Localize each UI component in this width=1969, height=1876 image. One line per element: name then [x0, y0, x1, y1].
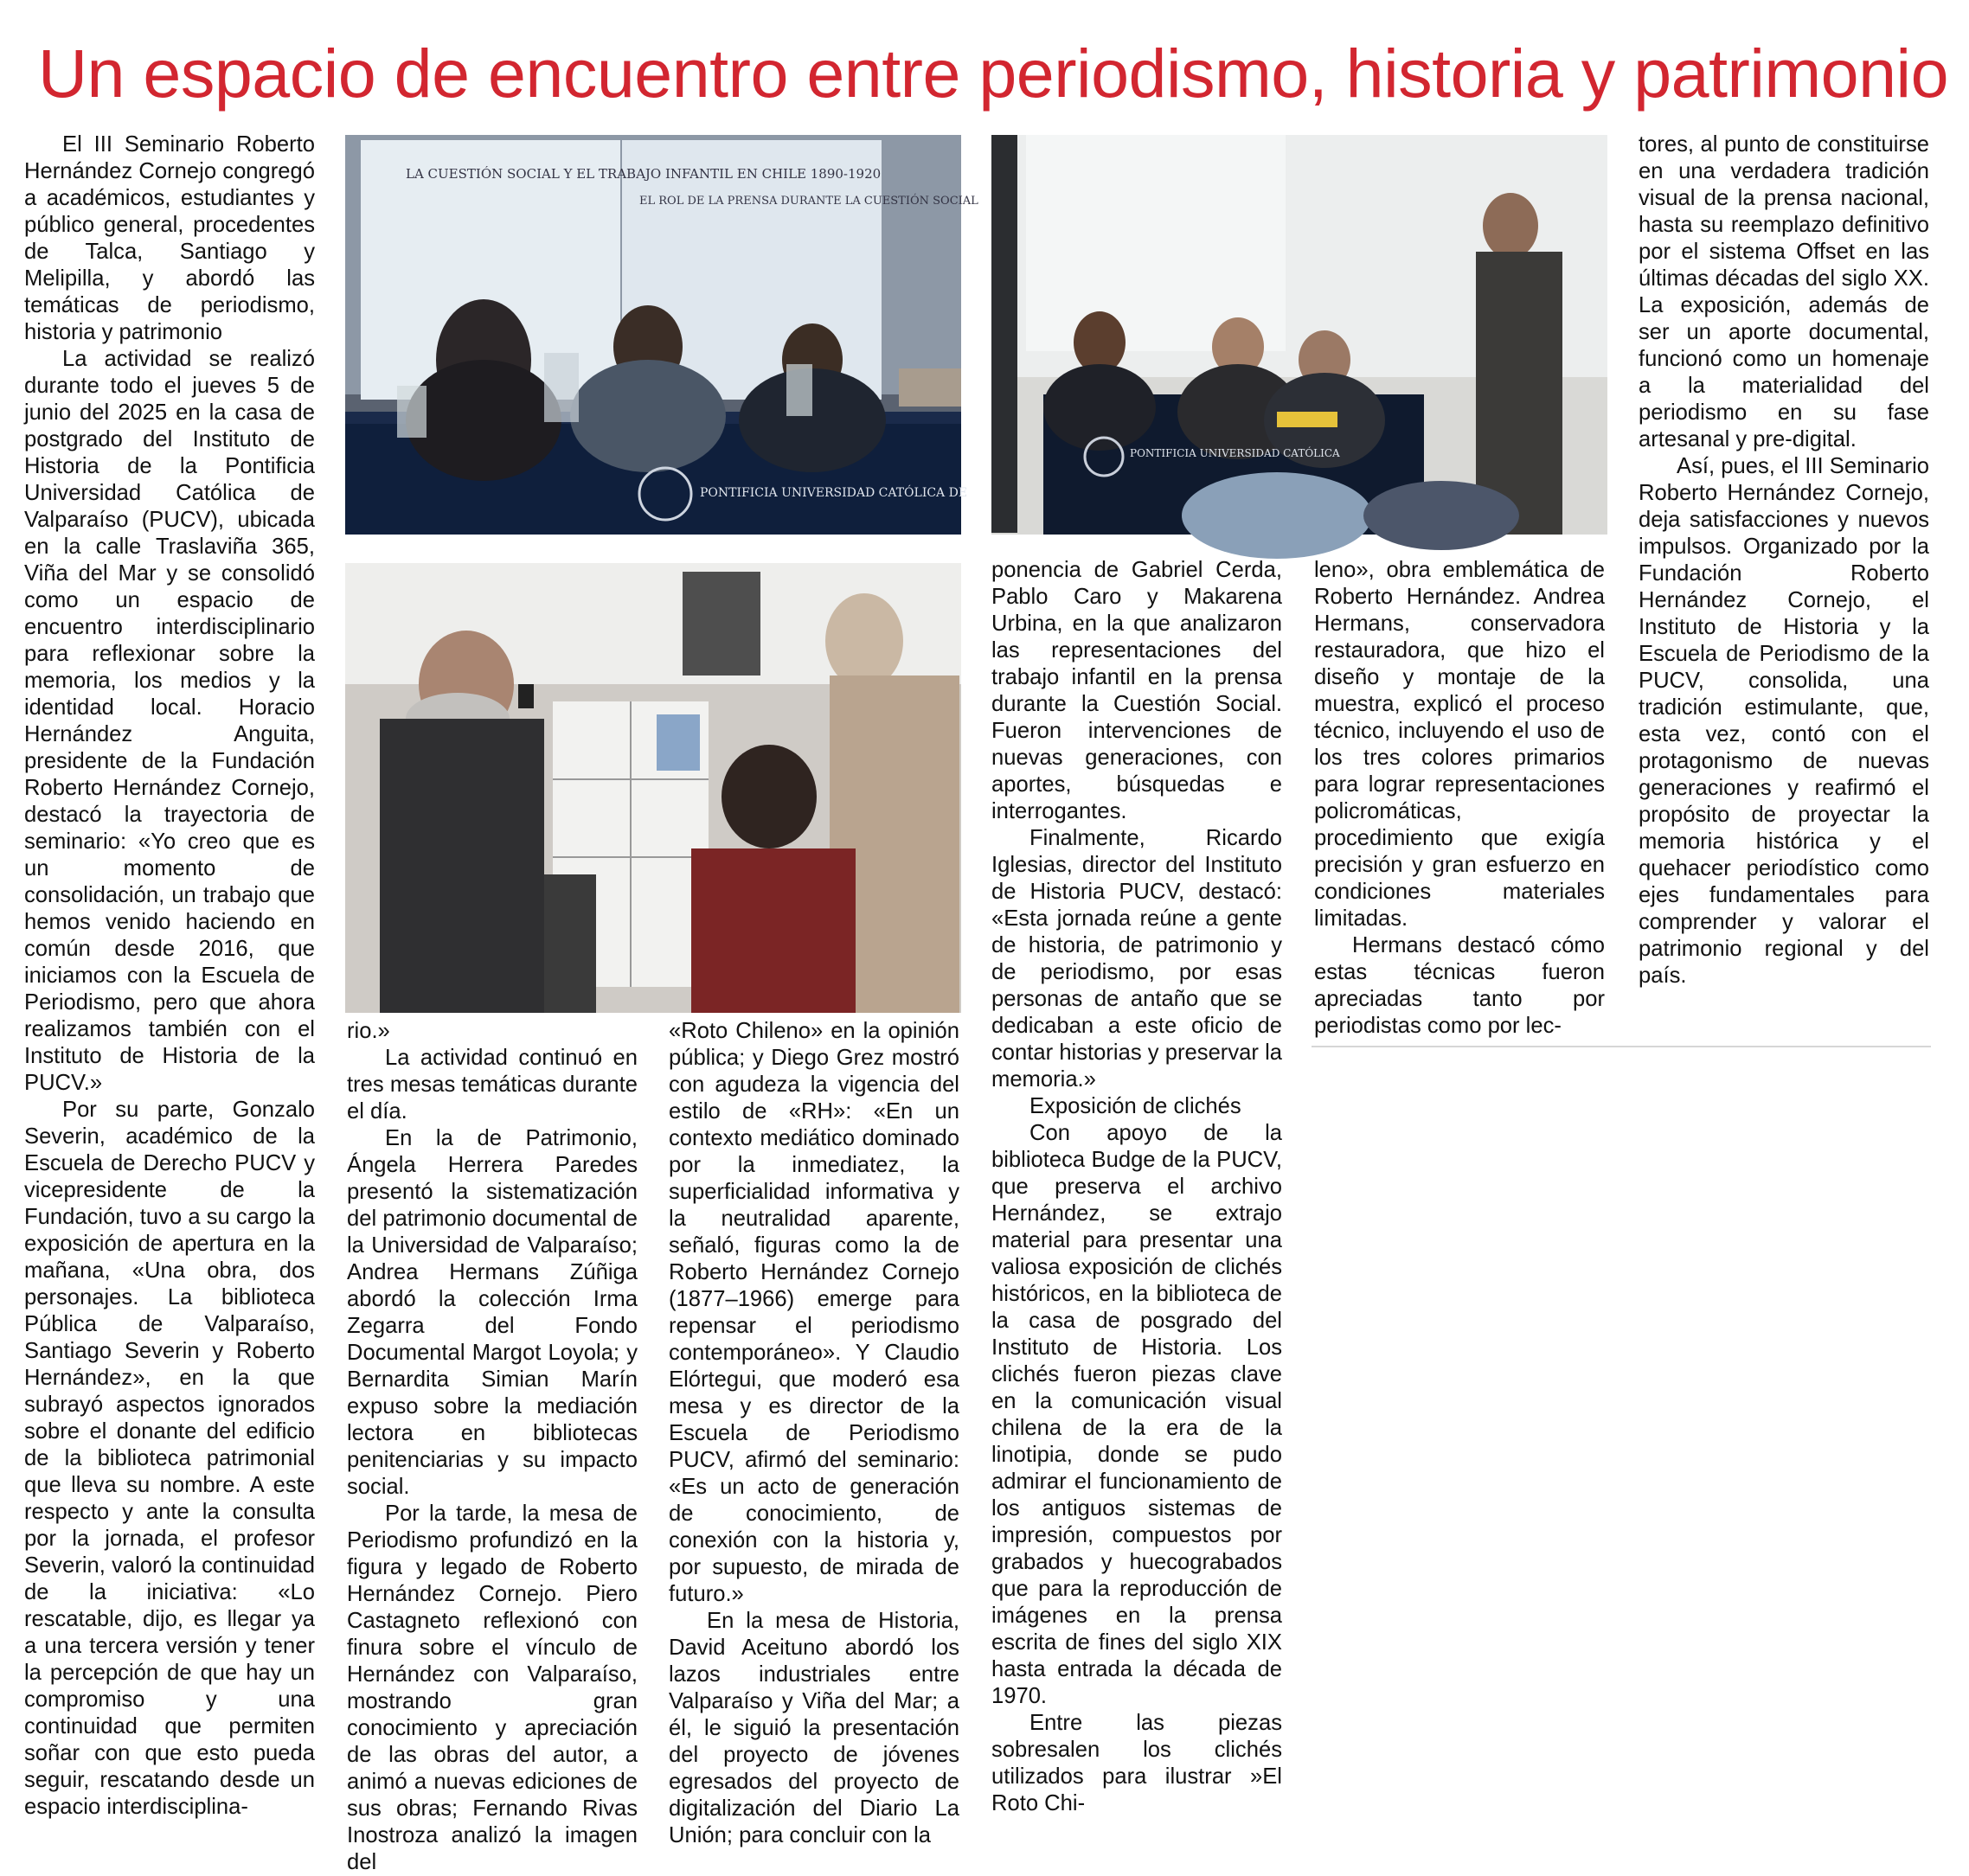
article-column-3 — [669, 1018, 959, 1853]
paragraph: La actividad continuó en tres mesas temáticas durante el día. — [347, 1046, 638, 1124]
paragraph: rio.» — [347, 1019, 390, 1043]
paragraph: Por la tarde, la mesa de Periodismo profundizó en la figura y legado de Roberto Hernández Cornejo. Piero Castagneto reflexionó con finura sobre el vínculo de Hernández con Valparaíso, mostrando gran conocimiento y apreciación de las obras del autor, a animó a nuevas ediciones de sus obras; Fernando Rivas Inostroza analizó la imagen del — [347, 1501, 638, 1874]
article-column-4 — [991, 557, 1282, 1853]
photo-panel-speakers — [345, 135, 978, 535]
article-column-6 — [1639, 131, 1929, 1041]
paragraph: tores, al punto de constituirse en una verdadera tradición visual de la prensa nacional, hasta su reemplazo definitivo por el sistema Offset en las últimas décadas del siglo XX. La exposición, además de ser un aporte documental, funcionó como un homenaje a la materialidad del periodismo en su fase artesanal y pre-digital. — [1639, 132, 1929, 451]
article-column-5 — [1314, 557, 1605, 1041]
photo-exhibition-visitors — [345, 563, 961, 1013]
paragraph: La actividad se realizó durante todo el jueves 5 de junio del 2025 en la casa de postgrado del Instituto de Historia de la Pontificia Universidad Católica de Valparaíso (PUCV), ubicada en la calle Traslaviña 365, Viña del Mar y se consolidó como un espacio de encuentro interdisciplinario para reflexionar sobre la memoria, los medios y la identidad local. Horacio Hernández Anguita, presidente de la Fundación Roberto Hernández Cornejo, destacó la trayectoria de seminario: «Yo creo que es un momento de consolidación, un trabajo que hemos venido haciendo en común desde 2016, que iniciamos con la Escuela de Periodismo, pero que ahora realizamos también con el Instituto de Historia de la PUCV.» — [24, 347, 315, 1095]
paragraph: ponencia de Gabriel Cerda, Pablo Caro y Makarena Urbina, en la que analizaron las representaciones del trabajo infantil en la prensa durante la Cuestión Social. Fueron intervenciones de nuevas generaciones, con aportes, búsquedas e interrogantes. — [991, 558, 1282, 823]
paragraph: El III Seminario Roberto Hernández Cornejo congregó a académicos, estudiantes y público general, procedentes de Talca, Santiago y Melipilla, y abordó las temáticas de periodismo, historia y patrimonio — [24, 132, 315, 344]
headline: Un espacio de encuentro entre periodismo, historia y patrimonio — [38, 35, 1949, 112]
paragraph: «Roto Chileno» en la opinión pública; y Diego Grez mostró con agudeza la vigencia del estilo de «RH»: «En un contexto mediático dominado por la inmediatez, la superficialidad informativa y la neutralidad aparente, señaló, figuras como la de Roberto Hernández Cornejo (1877–1966) emerge para repensar el periodismo contemporáneo». Y Claudio Elórtegui, que moderó esa mesa y es director de la Escuela de Periodismo PUCV, afirmó del seminario: «Es un acto de generación de conocimiento, de conexión con la historia y, por supuesto, de mirada de futuro.» — [669, 1019, 959, 1606]
paragraph: Así, pues, el III Seminario Roberto Hernández Cornejo, deja satisfacciones y nuevos impulsos. Organizado por la Fundación Roberto Hernández Cornejo, el Instituto de Historia y la Escuela de Periodismo de la PUCV, consolida, una tradición estimulante, que, esta vez, contó con el protagonismo de nuevas generaciones y reafirmó el propósito de proyectar la memoria histórica y el quehacer periodístico como ejes fundamentales para comprender y valorar el patrimonio regional y del país. — [1639, 454, 1929, 988]
article-column-1 — [24, 131, 315, 1853]
photo-exhibition-visitors-image — [345, 563, 961, 1013]
paragraph: En la mesa de Historia, David Aceituno abordó los lazos industriales entre Valparaíso y Viña del Mar; a él, le siguió la presentación del proyecto de jóvenes egresados del proyecto de digitalización del Diario La Unión; para concluir con la — [669, 1609, 959, 1847]
divider-rule — [1312, 1046, 1931, 1047]
photo-panel-standing-speaker-image — [991, 135, 1607, 535]
paragraph: Hermans destacó cómo estas técnicas fueron apreciadas tanto por periodistas como por lec- — [1314, 933, 1605, 1038]
subheading: Exposición de clichés — [1029, 1094, 1241, 1118]
paragraph: Con apoyo de la biblioteca Budge de la PUCV, que preserva el archivo Hernández, se extrajo material para presentar una valiosa exposición de clichés históricos, en la biblioteca de la casa de posgrado del Instituto de Historia. Los clichés fueron piezas clave en la comunicación visual chilena de la era de la linotipia, donde se pudo admirar el funcionamiento de los antiguos sistemas de impresión, compuestos por grabados y huecograbados que para la reproducción de imágenes en la prensa escrita de fines del siglo XIX hasta entrada la década de 1970. — [991, 1121, 1282, 1708]
paragraph: leno», obra emblemática de Roberto Hernández. Andrea Hermans, conservadora restauradora, que hizo el diseño y montaje de la muestra, explicó el proceso técnico, incluyendo el uso de los tres colores primarios para lograr representaciones policromáticas, procedimiento que exigía precisión y gran esfuerzo en condiciones materiales limitadas. — [1314, 558, 1605, 931]
slide-right-text: EL ROL DE LA PRENSA DURANTE LA CUESTIÓN SOCIAL — [639, 195, 978, 208]
slide-left-text: LA CUESTIÓN SOCIAL Y EL TRABAJO INFANTIL EN CHILE 1890-1920 — [406, 166, 882, 182]
photo-panel-standing-speaker — [991, 135, 1607, 535]
table-banner-text: PONTIFICIA UNIVERSIDAD CATÓLICA DE — [700, 486, 968, 500]
paragraph: Finalmente, Ricardo Iglesias, director del Instituto de Historia PUCV, destacó: «Esta jornada reúne a gente de historia, de patrimonio y de periodismo, por esas personas de antaño que se dedicaban a este oficio de contar historias y preservar la memoria.» — [991, 826, 1282, 1092]
article-column-2 — [347, 1018, 638, 1874]
paragraph: Por su parte, Gonzalo Severin, académico de la Escuela de Derecho PUCV y vicepresidente de la Fundación, tuvo a su cargo la exposición de apertura en la mañana, «Una obra, dos personajes. La biblioteca Pública de Valparaíso, Santiago Severin y Roberto Hernández», en la que subrayó aspectos ignorados sobre el donante del edificio de la biblioteca patrimonial que lleva su nombre. A este respecto y ante la consulta por la jornada, el profesor Severin, valoró la continuidad de la iniciativa: «Lo rescatable, dijo, es llegar ya a una tercera versión y tener la percepción de que hay un compromiso y una continuidad que permiten soñar con que esto pueda seguir, rescatando desde un espacio interdisciplina- — [24, 1098, 315, 1819]
photo-panel-speakers-image — [345, 135, 978, 535]
table-banner-text: PONTIFICIA UNIVERSIDAD CATÓLICA — [1130, 447, 1340, 459]
paragraph: En la de Patrimonio, Ángela Herrera Paredes presentó la sistematización del patrimonio documental de la Universidad de Valparaíso; Andrea Hermans Zúñiga abordó la colección Irma Zegarra del Fondo Documental Margot Loyola; y Bernardita Simian Marín expuso sobre la mediación lectora en bibliotecas penitenciarias y su impacto social. — [347, 1126, 638, 1499]
paragraph: Entre las piezas sobresalen los clichés utilizados para ilustrar »El Roto Chi- — [991, 1711, 1282, 1815]
